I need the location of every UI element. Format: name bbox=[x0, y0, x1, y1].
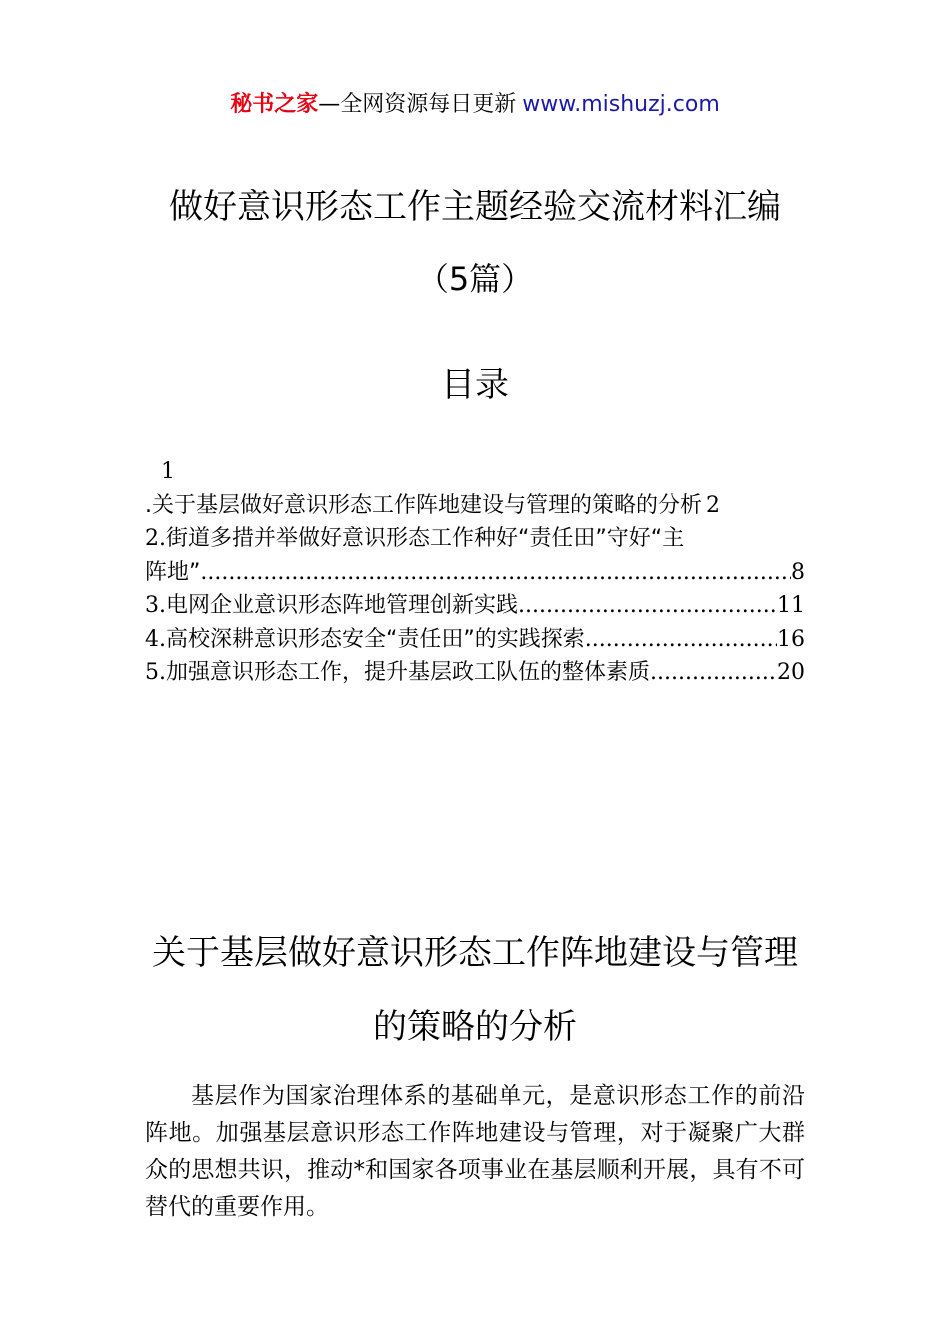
toc-entry-5-page: 20 bbox=[777, 660, 805, 685]
toc-heading: 目录 bbox=[441, 365, 509, 405]
toc-entry-1-number: 1 bbox=[161, 459, 175, 484]
toc-leader-dots bbox=[585, 623, 777, 657]
document-subtitle: （5篇） bbox=[416, 260, 534, 298]
toc-entry-2[interactable] bbox=[145, 522, 805, 556]
toc-entry-3[interactable] bbox=[145, 589, 805, 623]
toc-entry-1[interactable] bbox=[145, 489, 805, 523]
body-paragraph: 基层作为国家治理体系的基础单元，是意识形态工作的前沿阵地。加强基层意识形态工作阵地建设与管理，对于凝聚广大群众的思想共识，推动*和国家各项事业在基层顺利开展，具有不可替代的重要作用。 bbox=[145, 1083, 805, 1220]
toc-entry-2-page: 8 bbox=[791, 559, 805, 585]
toc-entry-3-text: 电网企业意识形态阵地管理创新实践 bbox=[166, 593, 519, 618]
brand-name: 秘书之家 bbox=[230, 92, 319, 117]
document-title: 做好意识形态工作主题经验交流材料汇编 bbox=[169, 187, 781, 227]
toc-entry-2-text-line1: 街道多措并举做好意识形态工作种好“责任田”守好“主 bbox=[166, 526, 685, 551]
toc-entry-3-page: 11 bbox=[777, 593, 805, 618]
site-header bbox=[0, 88, 950, 122]
toc-entry-5-number: 5. bbox=[145, 660, 166, 685]
toc-entry-4-text: 高校深耕意识形态安全“责任田”的实践探索 bbox=[166, 626, 585, 652]
toc-entry-2-continued[interactable] bbox=[145, 556, 805, 590]
toc-entry-1-page: 2 bbox=[706, 492, 720, 518]
section-title: 关于基层做好意识形态工作阵地建设与管理的策略的分析 bbox=[152, 933, 798, 1047]
toc-entry-4-number: 4. bbox=[145, 626, 166, 652]
site-url-link[interactable]: www.mishuzj.com bbox=[522, 92, 720, 117]
toc-entry-1-text: .关于基层做好意识形态工作阵地建设与管理的策略的分析 bbox=[145, 492, 702, 518]
toc-leader-dots bbox=[650, 656, 777, 690]
toc-leader-dots bbox=[200, 556, 791, 590]
toc-entry-4-page: 16 bbox=[777, 626, 805, 652]
toc-entry-2-text-line2: 阵地” bbox=[145, 559, 201, 585]
toc-entry-5[interactable] bbox=[145, 656, 805, 690]
toc-entry-3-number: 3. bbox=[145, 593, 166, 618]
table-of-contents bbox=[145, 455, 805, 690]
toc-entry-5-text: 加强意识形态工作，提升基层政工队伍的整体素质 bbox=[166, 660, 651, 685]
toc-leader-dots bbox=[518, 589, 777, 623]
slogan: —全网资源每日更新 bbox=[318, 92, 517, 117]
toc-entry-2-number: 2. bbox=[145, 526, 166, 551]
toc-entry-4[interactable] bbox=[145, 623, 805, 657]
